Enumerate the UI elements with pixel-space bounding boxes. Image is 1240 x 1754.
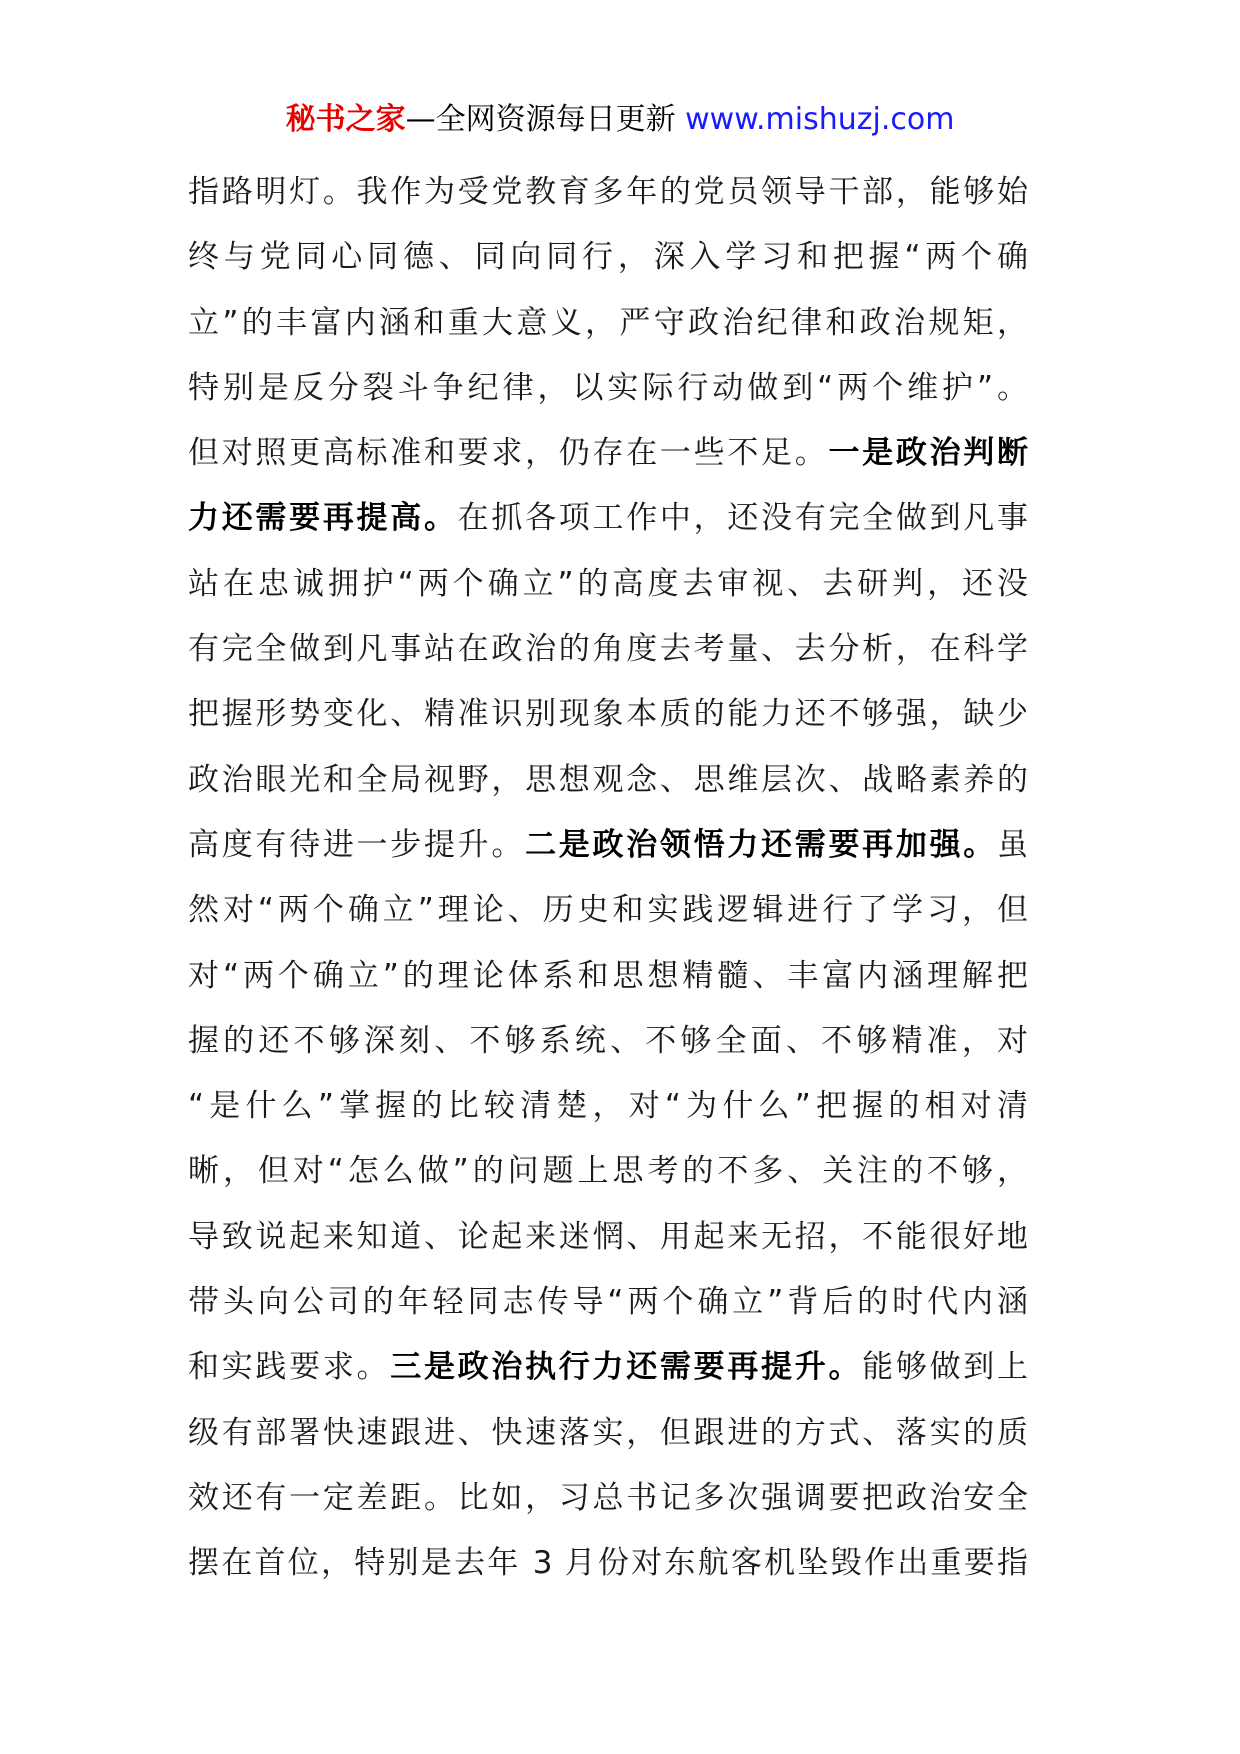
bold-heading-text: 二是政治领悟力还需要再加强。 xyxy=(525,826,998,863)
text-line xyxy=(188,1466,1028,1531)
body-text-segment: 有完全做到凡事站在政治的角度去考量、去分析，在科学 xyxy=(188,631,1028,668)
body-text-segment: 站在忠诚拥护“两个确立”的高度去审视、去研判，还没 xyxy=(188,565,1028,602)
text-line xyxy=(188,813,1028,878)
text-line xyxy=(188,1074,1028,1139)
text-line xyxy=(188,1270,1028,1335)
body-text-segment: 政治眼光和全局视野，思想观念、思维层次、战略素养的 xyxy=(188,761,1028,798)
text-line xyxy=(188,291,1028,356)
text-line xyxy=(188,160,1028,225)
text-line xyxy=(188,356,1028,421)
text-line xyxy=(188,944,1028,1009)
body-text-segment: 虽 xyxy=(997,826,1028,863)
body-text-segment: 终与党同心同德、同向同行，深入学习和把握“两个确 xyxy=(188,239,1028,276)
text-line xyxy=(188,878,1028,943)
body-text-segment: 级有部署快速跟进、快速落实，但跟进的方式、落实的质 xyxy=(188,1414,1028,1451)
text-line xyxy=(188,421,1028,486)
text-line xyxy=(188,617,1028,682)
body-text-segment: 摆在首位，特别是去年 3 月份对东航客机坠毁作出重要指 xyxy=(188,1545,1028,1582)
bold-heading-text: 一是政治判断 xyxy=(828,435,1028,472)
body-text-segment: 高度有待进一步提升。 xyxy=(188,826,526,863)
brand-name: 秘书之家 xyxy=(285,102,406,137)
text-line xyxy=(188,682,1028,747)
body-text-segment: 在抓各项工作中，还没有完全做到凡事 xyxy=(457,500,1028,537)
body-text-segment: 指路明灯。我作为受党教育多年的党员领导干部，能够始 xyxy=(188,174,1028,210)
body-text-segment: “是什么”掌握的比较清楚，对“为什么”把握的相对清 xyxy=(188,1088,1028,1125)
text-line xyxy=(188,1531,1028,1596)
body-text-segment: 效还有一定差距。比如，习总书记多次强调要把政治安全 xyxy=(188,1479,1028,1516)
body-text-segment: 立”的丰富内涵和重大意义，严守政治纪律和政治规矩， xyxy=(188,304,1028,341)
body-text-segment: 带头向公司的年轻同志传导“两个确立”背后的时代内涵 xyxy=(188,1284,1028,1321)
body-text-segment: 对“两个确立”的理论体系和思想精髓、丰富内涵理解把 xyxy=(188,957,1028,994)
body-paragraph xyxy=(188,160,1028,1597)
text-line xyxy=(188,552,1028,617)
body-text-segment: 和实践要求。 xyxy=(188,1349,391,1386)
text-line xyxy=(188,1139,1028,1204)
text-line xyxy=(188,486,1028,551)
text-line xyxy=(188,1009,1028,1074)
site-url-link[interactable]: www.mishuzj.com xyxy=(685,102,955,137)
bold-heading-text: 力还需要再提高。 xyxy=(188,500,458,537)
body-text-segment: 能够做到上 xyxy=(862,1349,1028,1386)
text-line xyxy=(188,225,1028,290)
text-line xyxy=(188,748,1028,813)
text-line xyxy=(188,1205,1028,1270)
body-text-segment: 晰，但对“怎么做”的问题上思考的不多、关注的不够， xyxy=(188,1153,1028,1190)
body-text-segment: 然对“两个确立”理论、历史和实践逻辑进行了学习，但 xyxy=(188,892,1028,929)
text-line xyxy=(188,1335,1028,1400)
bold-heading-text: 三是政治执行力还需要再提升。 xyxy=(390,1349,863,1386)
body-text-segment: 把握形势变化、精准识别现象本质的能力还不够强，缺少 xyxy=(188,696,1028,733)
body-text-segment: 特别是反分裂斗争纪律，以实际行动做到“两个维护”。 xyxy=(188,369,1028,406)
body-text-segment: 但对照更高标准和要求，仍存在一些不足。 xyxy=(188,435,829,472)
header-tagline: —全网资源每日更新 xyxy=(405,102,686,137)
body-text-segment: 握的还不够深刻、不够系统、不够全面、不够精准，对 xyxy=(188,1022,1028,1059)
page-header xyxy=(0,98,1240,142)
body-text-segment: 导致说起来知道、论起来迷惘、用起来无招，不能很好地 xyxy=(188,1218,1028,1255)
text-line xyxy=(188,1401,1028,1466)
